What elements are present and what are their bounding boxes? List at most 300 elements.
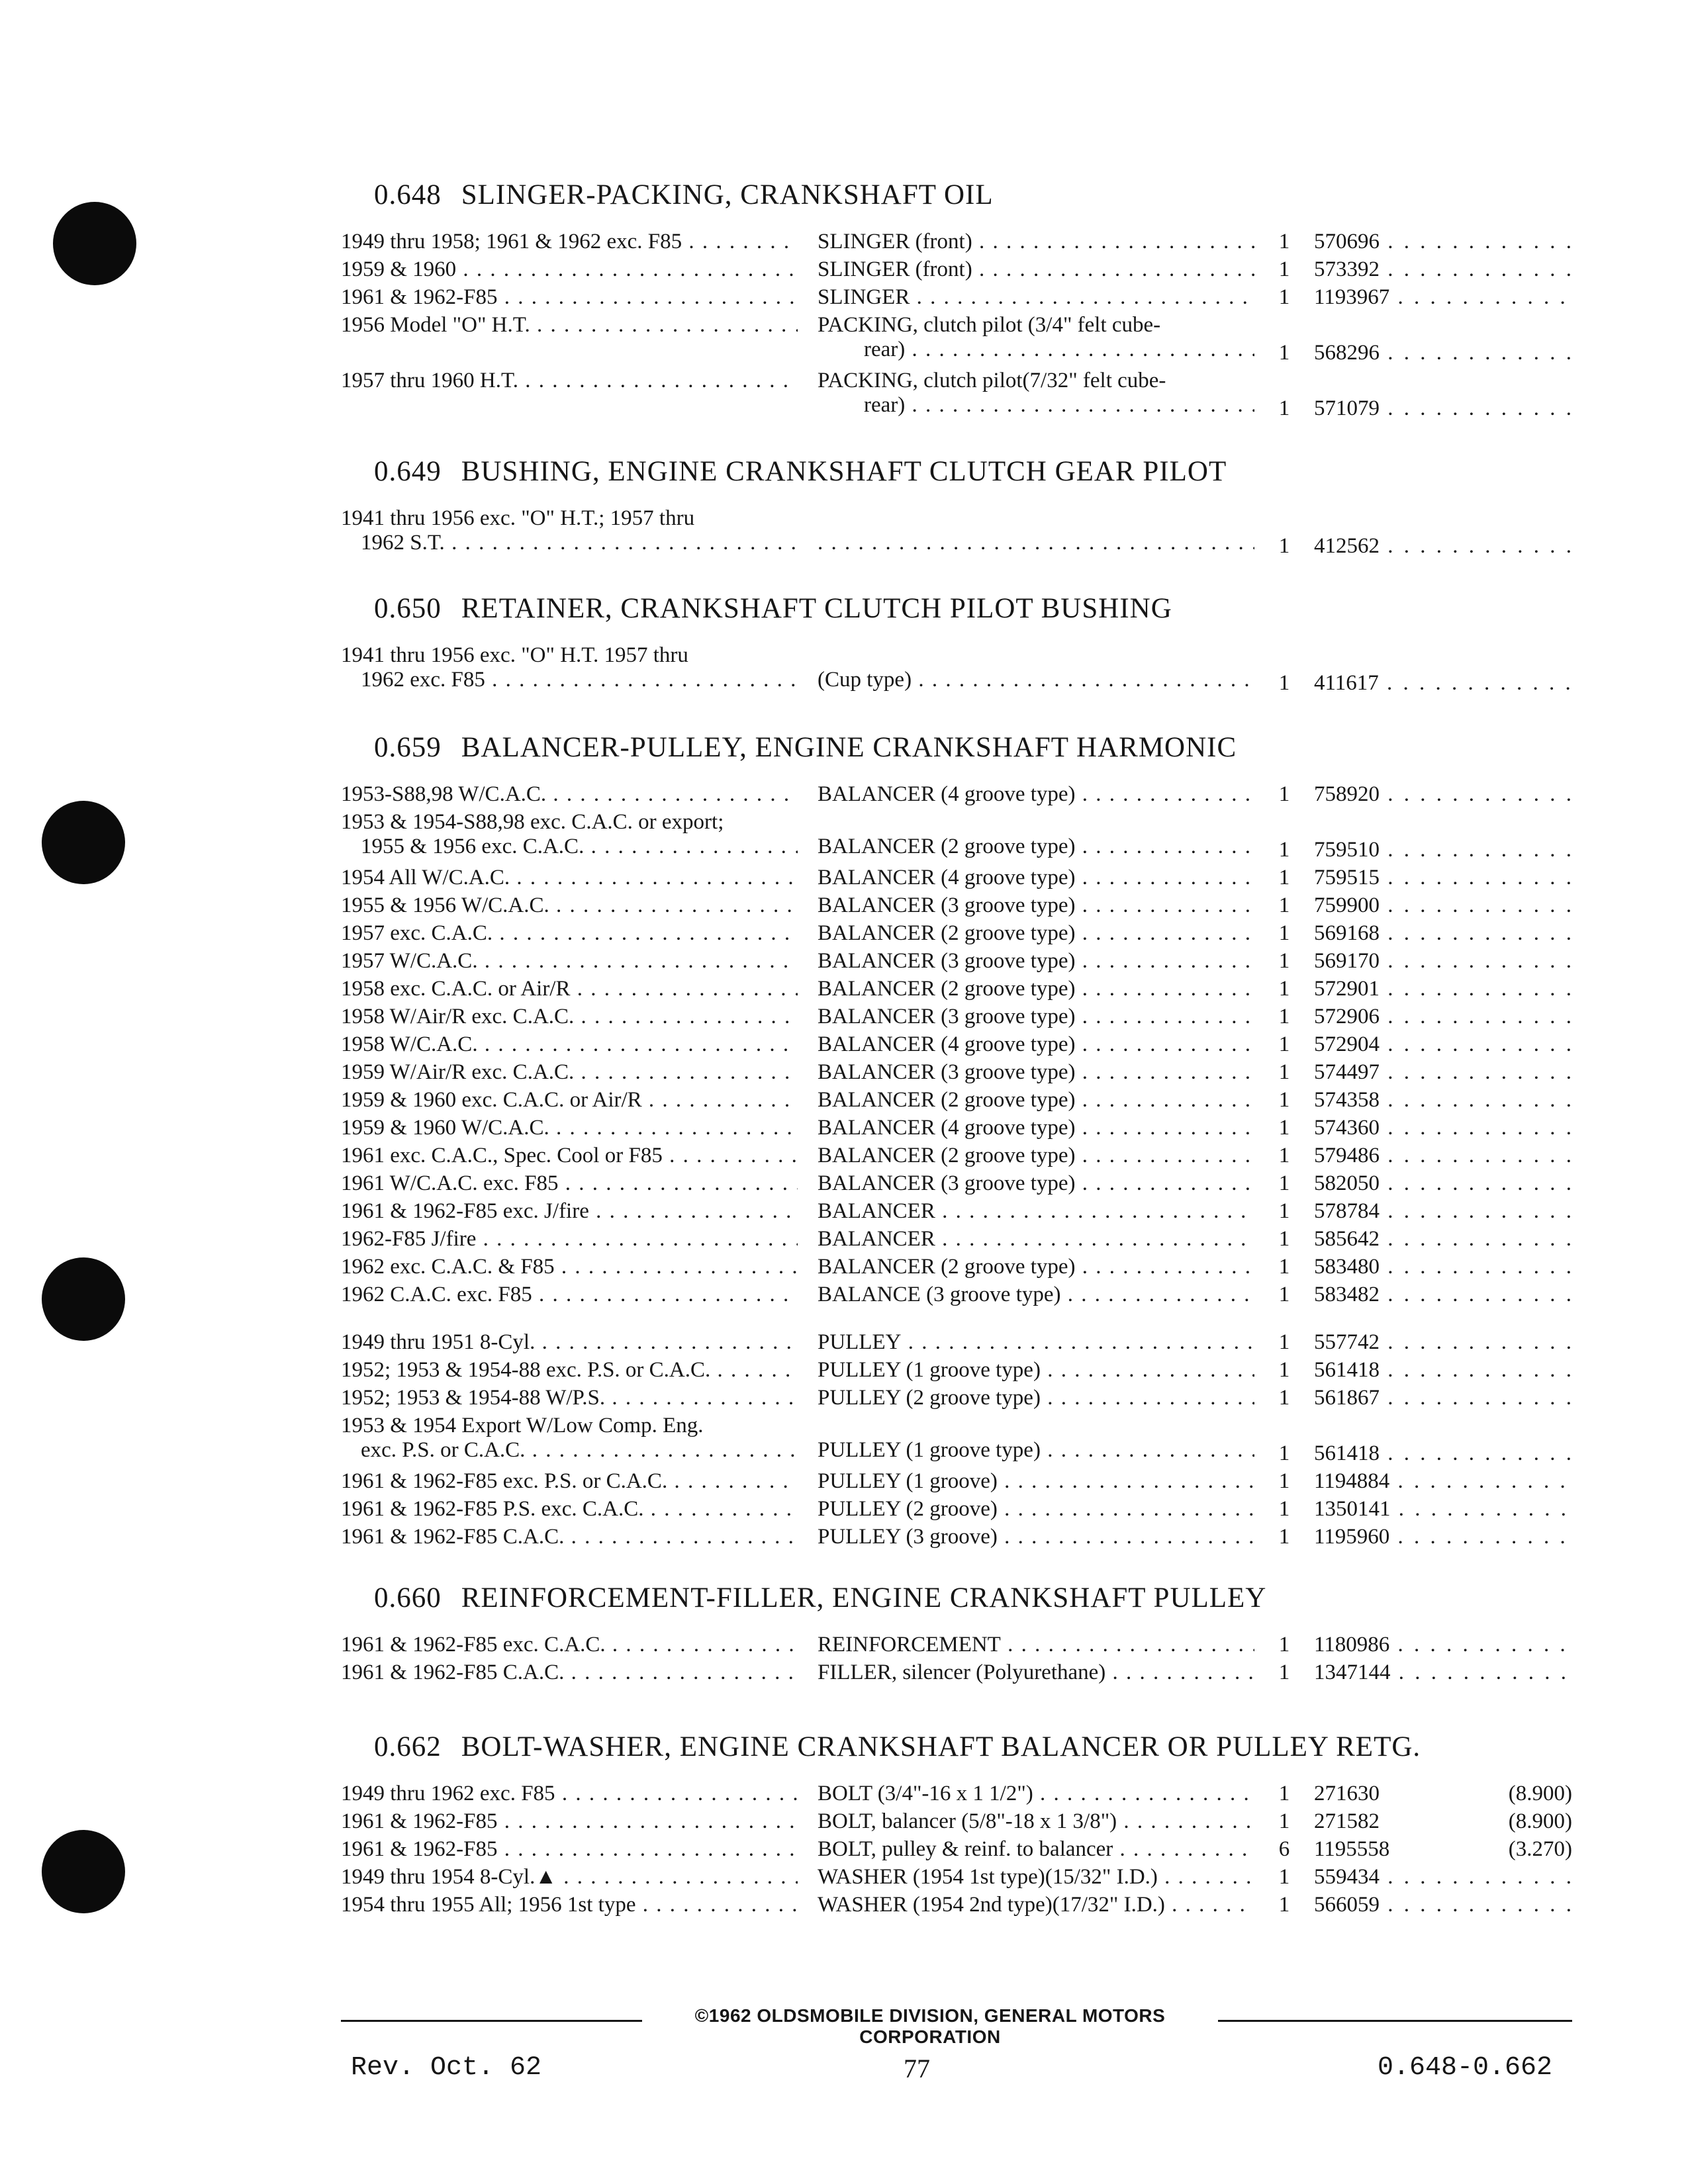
table-row bbox=[341, 1227, 1572, 1255]
part-number-cell bbox=[1314, 1330, 1572, 1355]
table-row bbox=[341, 285, 1572, 313]
part-number: 572906 . . . bbox=[1314, 1005, 1572, 1029]
section-title: REINFORCEMENT-FILLER, ENGINE CRANKSHAFT PULLEY bbox=[461, 1582, 1267, 1614]
application-text: 1959 W/Air/R exc. C.A.C. . . . bbox=[341, 1060, 798, 1085]
part-number: 583482 . . . bbox=[1314, 1283, 1572, 1307]
description-cell bbox=[818, 949, 1254, 974]
application-text: exc. P.S. or C.A.C. . . . bbox=[341, 1438, 798, 1463]
part-number-cell bbox=[1314, 1865, 1572, 1889]
part-number-cell bbox=[1314, 257, 1572, 282]
quantity-cell: 1 bbox=[1278, 1199, 1290, 1223]
quantity-cell: 1 bbox=[1278, 1227, 1290, 1251]
description-text: BALANCER (3 groove type) . . . bbox=[818, 1171, 1254, 1196]
part-number-cell bbox=[1314, 838, 1572, 862]
part-number: 582050 . . . bbox=[1314, 1171, 1572, 1196]
part-number: 557742 . . . bbox=[1314, 1330, 1572, 1355]
description-text: BOLT (3/4"-16 x 1 1/2") . . . bbox=[818, 1782, 1254, 1806]
section-heading bbox=[374, 592, 1572, 625]
reference-number: (8.900) bbox=[1508, 1782, 1572, 1805]
quantity-cell: 1 bbox=[1278, 1497, 1290, 1521]
part-number: 1347144 . . . bbox=[1314, 1661, 1572, 1685]
part-number: 561867 . . . bbox=[1314, 1386, 1572, 1410]
description-text: (Cup type) . . . bbox=[818, 668, 1254, 692]
quantity-cell: 1 bbox=[1278, 1116, 1290, 1140]
part-number-cell bbox=[1314, 949, 1572, 974]
part-number: 1195558 bbox=[1314, 1837, 1390, 1861]
application-text: 1941 thru 1956 exc. "O" H.T. 1957 thru bbox=[341, 643, 688, 667]
description-text: FILLER, silencer (Polyurethane) . . . bbox=[818, 1661, 1254, 1685]
application-text: 1961 & 1962-F85 exc. P.S. or C.A.C. . . . bbox=[341, 1469, 798, 1494]
application-cell bbox=[341, 506, 798, 555]
table-row bbox=[341, 921, 1572, 949]
section-heading bbox=[374, 455, 1572, 488]
section-number: 0.662 bbox=[374, 1731, 442, 1762]
part-number-cell bbox=[1314, 1633, 1572, 1657]
part-number-cell bbox=[1314, 671, 1572, 696]
description-cell bbox=[818, 921, 1254, 946]
parts-table bbox=[341, 1633, 1572, 1688]
application-text: 1962 exc. C.A.C. & F85 . . . bbox=[341, 1255, 798, 1279]
table-row bbox=[341, 1525, 1572, 1553]
application-text: 1958 exc. C.A.C. or Air/R . . . bbox=[341, 977, 798, 1001]
table-row bbox=[341, 810, 1572, 866]
quantity-cell: 1 bbox=[1278, 1032, 1290, 1056]
quantity-cell: 1 bbox=[1278, 257, 1290, 281]
application-cell bbox=[341, 1865, 798, 1889]
description-text: BALANCER (3 groove type) . . . bbox=[818, 893, 1254, 918]
section-number: 0.648 bbox=[374, 179, 442, 210]
application-text: 1949 thru 1951 8-Cyl. . . . bbox=[341, 1330, 798, 1355]
table-row bbox=[341, 1837, 1572, 1865]
description-cell bbox=[818, 1837, 1254, 1862]
application-cell bbox=[341, 782, 798, 807]
quantity-cell: 1 bbox=[1278, 1358, 1290, 1382]
description-text: BALANCER (2 groove type) . . . bbox=[818, 977, 1254, 1001]
application-cell bbox=[341, 1088, 798, 1113]
section-0-660 bbox=[341, 1582, 1572, 1688]
description-text: WASHER (1954 1st type)(15/32" I.D.) . . . bbox=[818, 1865, 1254, 1889]
application-text: 1961 & 1962-F85 exc. J/fire . . . bbox=[341, 1199, 798, 1224]
part-number-cell bbox=[1314, 1255, 1572, 1279]
description-cell bbox=[818, 1782, 1254, 1806]
part-number-cell bbox=[1314, 1032, 1572, 1057]
description-text: BALANCER (2 groove type) . . . bbox=[818, 1255, 1254, 1279]
table-row bbox=[341, 1144, 1572, 1171]
application-cell bbox=[341, 1661, 798, 1685]
part-number-cell bbox=[1314, 1782, 1572, 1806]
part-number-cell bbox=[1314, 1837, 1572, 1862]
part-number: 1180986 . . . bbox=[1314, 1633, 1572, 1657]
quantity-cell: 1 bbox=[1278, 1330, 1290, 1354]
description-cell bbox=[818, 1809, 1254, 1834]
table-row bbox=[341, 1330, 1572, 1358]
description-text: PULLEY (1 groove) . . . bbox=[818, 1469, 1254, 1494]
description-text: BALANCER . . . bbox=[818, 1199, 1254, 1224]
description-cell bbox=[818, 1633, 1254, 1657]
application-text: 1953 & 1954 Export W/Low Comp. Eng. bbox=[341, 1414, 704, 1437]
section-number: 0.659 bbox=[374, 732, 442, 763]
description-text: PULLEY (2 groove) . . . bbox=[818, 1497, 1254, 1522]
description-text: BALANCER (4 groove type) . . . bbox=[818, 866, 1254, 890]
application-text: 1959 & 1960 exc. C.A.C. or Air/R . . . bbox=[341, 1088, 798, 1113]
quantity-cell: 1 bbox=[1278, 1171, 1290, 1195]
punch-hole-4 bbox=[42, 1830, 125, 1913]
description-cell bbox=[818, 1005, 1254, 1029]
application-cell bbox=[341, 949, 798, 974]
application-cell bbox=[341, 1116, 798, 1140]
application-text: 1952; 1953 & 1954-88 W/P.S. . . . bbox=[341, 1386, 798, 1410]
part-number-cell bbox=[1314, 1005, 1572, 1029]
part-number: 578784 . . . bbox=[1314, 1199, 1572, 1224]
description-text: PACKING, clutch pilot(7/32" felt cube- bbox=[818, 369, 1166, 392]
part-number: 574360 . . . bbox=[1314, 1116, 1572, 1140]
quantity-cell: 1 bbox=[1278, 949, 1290, 973]
quantity-cell: 1 bbox=[1278, 1088, 1290, 1112]
application-cell bbox=[341, 1633, 798, 1657]
description-cell bbox=[818, 1060, 1254, 1085]
quantity-cell: 1 bbox=[1278, 1386, 1290, 1410]
quantity-cell: 1 bbox=[1278, 230, 1290, 253]
part-number: 561418 . . . bbox=[1314, 1358, 1572, 1383]
application-cell bbox=[341, 1414, 798, 1463]
application-cell bbox=[341, 643, 798, 692]
section-0-648 bbox=[341, 179, 1572, 424]
application-text: 1961 W/C.A.C. exc. F85 . . . bbox=[341, 1171, 798, 1196]
description-text: BALANCER (3 groove type) . . . bbox=[818, 1005, 1254, 1029]
application-cell bbox=[341, 369, 798, 393]
description-cell bbox=[818, 977, 1254, 1001]
part-number: 411617 . . . bbox=[1314, 671, 1572, 696]
part-number-cell bbox=[1314, 893, 1572, 918]
application-cell bbox=[341, 1330, 798, 1355]
part-number: 574358 . . . bbox=[1314, 1088, 1572, 1113]
description-text: BALANCER (4 groove type) . . . bbox=[818, 1032, 1254, 1057]
table-row bbox=[341, 1386, 1572, 1414]
quantity-cell: 1 bbox=[1278, 1809, 1290, 1833]
punch-hole-3 bbox=[42, 1257, 125, 1341]
description-cell bbox=[818, 1144, 1254, 1168]
table-row bbox=[341, 1782, 1572, 1809]
description-cell bbox=[818, 1227, 1254, 1251]
page-number: 77 bbox=[904, 2054, 930, 2083]
parts-table bbox=[341, 643, 1572, 699]
footer-copyright: ©1962 OLDSMOBILE DIVISION, GENERAL MOTORS CORPORATION bbox=[642, 2005, 1218, 2048]
part-number: 571079 . . . bbox=[1314, 396, 1572, 421]
description-text: BALANCER (2 groove type) . . . bbox=[818, 1144, 1254, 1168]
table-row bbox=[341, 1358, 1572, 1386]
description-text: REINFORCEMENT . . . bbox=[818, 1633, 1254, 1657]
part-number-cell bbox=[1314, 1809, 1572, 1834]
section-title: RETAINER, CRANKSHAFT CLUTCH PILOT BUSHING bbox=[461, 593, 1172, 624]
table-row bbox=[341, 257, 1572, 285]
description-cell bbox=[818, 1358, 1254, 1383]
table-row bbox=[341, 369, 1572, 424]
section-heading bbox=[374, 1731, 1572, 1763]
application-cell bbox=[341, 1525, 798, 1549]
application-cell bbox=[341, 1893, 798, 1917]
reference-number: (8.900) bbox=[1508, 1809, 1572, 1833]
application-cell bbox=[341, 230, 798, 254]
table-row bbox=[341, 230, 1572, 257]
quantity-cell: 1 bbox=[1278, 921, 1290, 945]
description-text: PULLEY (3 groove) . . . bbox=[818, 1525, 1254, 1549]
application-text: 1949 thru 1958; 1961 & 1962 exc. F85 . . . bbox=[341, 230, 798, 254]
part-number: 1194884 . . . bbox=[1314, 1469, 1572, 1494]
part-number-cell bbox=[1314, 1441, 1572, 1466]
part-number: 759900 . . . bbox=[1314, 893, 1572, 918]
part-number: 1193967 . . . bbox=[1314, 285, 1572, 310]
application-text: 1955 & 1956 exc. C.A.C. . . . bbox=[341, 835, 798, 859]
quantity-cell: 1 bbox=[1278, 1661, 1290, 1684]
quantity-cell: 1 bbox=[1278, 1633, 1290, 1657]
description-cell bbox=[818, 313, 1254, 362]
part-number: 573392 . . . bbox=[1314, 257, 1572, 282]
table-row bbox=[341, 1633, 1572, 1661]
parts-table bbox=[341, 1782, 1572, 1921]
section-heading bbox=[374, 1582, 1572, 1614]
application-cell bbox=[341, 977, 798, 1001]
description-text: BALANCER (3 groove type) . . . bbox=[818, 949, 1254, 974]
part-number-cell bbox=[1314, 1497, 1572, 1522]
table-row bbox=[341, 1414, 1572, 1469]
quantity-cell: 1 bbox=[1278, 1893, 1290, 1917]
description-cell bbox=[818, 230, 1254, 254]
application-text: 1953 & 1954-S88,98 exc. C.A.C. or export; bbox=[341, 810, 724, 834]
description-cell bbox=[818, 810, 1254, 859]
section-title: BUSHING, ENGINE CRANKSHAFT CLUTCH GEAR PILOT bbox=[461, 456, 1227, 487]
description-text: BALANCER . . . bbox=[818, 1227, 1254, 1251]
application-text: 1941 thru 1956 exc. "O" H.T.; 1957 thru bbox=[341, 506, 695, 530]
table-row bbox=[341, 977, 1572, 1005]
quantity-cell: 1 bbox=[1278, 1469, 1290, 1493]
application-cell bbox=[341, 810, 798, 859]
section-0-662 bbox=[341, 1731, 1572, 1921]
part-number-cell bbox=[1314, 1227, 1572, 1251]
application-text: 1962-F85 J/fire . . . bbox=[341, 1227, 798, 1251]
part-number: 572904 . . . bbox=[1314, 1032, 1572, 1057]
application-text: 1961 exc. C.A.C., Spec. Cool or F85 . . . bbox=[341, 1144, 798, 1168]
application-text: 1954 thru 1955 All; 1956 1st type . . . bbox=[341, 1893, 798, 1917]
table-row bbox=[341, 1865, 1572, 1893]
part-number-cell bbox=[1314, 866, 1572, 890]
quantity-cell: 1 bbox=[1278, 1005, 1290, 1028]
description-text: SLINGER (front) . . . bbox=[818, 257, 1254, 282]
application-cell bbox=[341, 1060, 798, 1085]
description-text bbox=[818, 1414, 1254, 1438]
application-text: 1959 & 1960 . . . bbox=[341, 257, 798, 282]
quantity-cell: 1 bbox=[1278, 1525, 1290, 1549]
quantity-cell: 1 bbox=[1278, 534, 1290, 558]
section-title: BALANCER-PULLEY, ENGINE CRANKSHAFT HARMONIC bbox=[461, 732, 1237, 763]
description-text: BALANCE (3 groove type) . . . bbox=[818, 1283, 1254, 1307]
part-number: 570696 . . . bbox=[1314, 230, 1572, 254]
description-cell bbox=[818, 1865, 1254, 1889]
part-number-cell bbox=[1314, 230, 1572, 254]
description-cell bbox=[818, 866, 1254, 890]
application-text: 1961 & 1962-F85 . . . bbox=[341, 1837, 798, 1862]
quantity-cell: 1 bbox=[1278, 341, 1290, 365]
parts-table bbox=[341, 506, 1572, 562]
part-number: 566059 . . . bbox=[1314, 1893, 1572, 1917]
description-cell bbox=[818, 1255, 1254, 1279]
part-number: 759515 . . . bbox=[1314, 866, 1572, 890]
section-number: 0.660 bbox=[374, 1582, 442, 1614]
application-text: 1962 C.A.C. exc. F85 . . . bbox=[341, 1283, 798, 1307]
application-text: 1952; 1953 & 1954-88 exc. P.S. or C.A.C. . . . bbox=[341, 1358, 798, 1383]
application-text: 1962 S.T. . . . bbox=[341, 531, 798, 555]
section-heading bbox=[374, 179, 1572, 211]
part-number-cell bbox=[1314, 1144, 1572, 1168]
application-text: 1961 & 1962-F85 . . . bbox=[341, 285, 798, 310]
description-text bbox=[818, 810, 1254, 835]
description-cell bbox=[818, 1893, 1254, 1917]
description-text: BOLT, pulley & reinf. to balancer . . . bbox=[818, 1837, 1254, 1862]
description-text: BALANCER (2 groove type) . . . bbox=[818, 1088, 1254, 1113]
part-number-cell bbox=[1314, 977, 1572, 1001]
part-number-cell bbox=[1314, 921, 1572, 946]
parts-table bbox=[341, 230, 1572, 424]
description-text: rear) . . . bbox=[818, 393, 1254, 418]
description-text: BALANCER (4 groove type) . . . bbox=[818, 1116, 1254, 1140]
description-text: PULLEY (2 groove type) . . . bbox=[818, 1386, 1254, 1410]
part-number-cell bbox=[1314, 1088, 1572, 1113]
application-cell bbox=[341, 1469, 798, 1494]
description-cell bbox=[818, 643, 1254, 692]
section-0-649 bbox=[341, 455, 1572, 562]
part-number: 568296 . . . bbox=[1314, 341, 1572, 365]
table-row bbox=[341, 1199, 1572, 1227]
part-number-cell bbox=[1314, 534, 1572, 559]
table-row bbox=[341, 1255, 1572, 1283]
application-text: 1961 & 1962-F85 P.S. exc. C.A.C. . . . bbox=[341, 1497, 798, 1522]
description-cell bbox=[818, 1497, 1254, 1522]
part-number: 559434 . . . bbox=[1314, 1865, 1572, 1889]
application-text: 1961 & 1962-F85 C.A.C. . . . bbox=[341, 1661, 798, 1685]
part-number: 1195960 . . . bbox=[1314, 1525, 1572, 1549]
description-cell bbox=[818, 893, 1254, 918]
reference-number: (3.270) bbox=[1508, 1837, 1572, 1861]
application-cell bbox=[341, 1837, 798, 1862]
table-row bbox=[341, 1661, 1572, 1688]
part-number: 759510 . . . bbox=[1314, 838, 1572, 862]
table-row bbox=[341, 1088, 1572, 1116]
table-row bbox=[341, 1283, 1572, 1310]
part-number: 579486 . . . bbox=[1314, 1144, 1572, 1168]
description-text: PACKING, clutch pilot (3/4" felt cube- bbox=[818, 313, 1161, 337]
part-number: 585642 . . . bbox=[1314, 1227, 1572, 1251]
part-number: 569170 . . . bbox=[1314, 949, 1572, 974]
section-0-650 bbox=[341, 592, 1572, 699]
description-cell bbox=[818, 257, 1254, 282]
application-cell bbox=[341, 1358, 798, 1383]
footer-revision: Rev. Oct. 62 bbox=[351, 2053, 542, 2083]
application-text: 1957 thru 1960 H.T. . . . bbox=[341, 369, 798, 393]
description-cell bbox=[818, 1661, 1254, 1685]
table-row bbox=[341, 313, 1572, 369]
application-text: 1949 thru 1954 8-Cyl.▲ . . . bbox=[341, 1865, 798, 1889]
quantity-cell: 1 bbox=[1278, 1782, 1290, 1805]
quantity-cell: 1 bbox=[1278, 1441, 1290, 1465]
application-cell bbox=[341, 1144, 798, 1168]
description-text bbox=[818, 531, 1254, 555]
part-number-cell bbox=[1314, 1661, 1572, 1685]
application-text: 1953-S88,98 W/C.A.C. . . . bbox=[341, 782, 798, 807]
part-number-cell bbox=[1314, 1386, 1572, 1410]
application-text: 1954 All W/C.A.C. . . . bbox=[341, 866, 798, 890]
description-text bbox=[818, 506, 1254, 531]
description-cell bbox=[818, 1171, 1254, 1196]
part-number: 583480 . . . bbox=[1314, 1255, 1572, 1279]
application-text: 1949 thru 1962 exc. F85 . . . bbox=[341, 1782, 798, 1806]
description-text: BALANCER (3 groove type) . . . bbox=[818, 1060, 1254, 1085]
table-row bbox=[341, 1116, 1572, 1144]
application-cell bbox=[341, 1171, 798, 1196]
description-text: BOLT, balancer (5/8"-18 x 1 3/8") . . . bbox=[818, 1809, 1254, 1834]
section-heading bbox=[374, 731, 1572, 764]
description-text: rear) . . . bbox=[818, 338, 1254, 362]
table-row bbox=[341, 866, 1572, 893]
table-row bbox=[341, 1171, 1572, 1199]
description-cell bbox=[818, 1283, 1254, 1307]
table-row bbox=[341, 1060, 1572, 1088]
quantity-cell: 1 bbox=[1278, 838, 1290, 862]
part-number: 572901 . . . bbox=[1314, 977, 1572, 1001]
quantity-cell: 1 bbox=[1278, 396, 1290, 420]
description-cell bbox=[818, 1088, 1254, 1113]
application-cell bbox=[341, 1809, 798, 1834]
application-text: 1957 exc. C.A.C. . . . bbox=[341, 921, 798, 946]
description-text: SLINGER (front) . . . bbox=[818, 230, 1254, 254]
description-text: WASHER (1954 2nd type)(17/32" I.D.) . . . bbox=[818, 1893, 1254, 1917]
section-title: BOLT-WASHER, ENGINE CRANKSHAFT BALANCER OR PULLEY RETG. bbox=[461, 1731, 1421, 1762]
table-row bbox=[341, 893, 1572, 921]
application-text: 1957 W/C.A.C. . . . bbox=[341, 949, 798, 974]
part-number: 561418 . . . bbox=[1314, 1441, 1572, 1466]
section-0-659 bbox=[341, 731, 1572, 1553]
application-cell bbox=[341, 285, 798, 310]
part-number-cell bbox=[1314, 1060, 1572, 1085]
description-text: PULLEY (1 groove type) . . . bbox=[818, 1438, 1254, 1463]
application-cell bbox=[341, 313, 798, 338]
description-cell bbox=[818, 1330, 1254, 1355]
table-row bbox=[341, 1893, 1572, 1921]
application-text: 1961 & 1962-F85 C.A.C. . . . bbox=[341, 1525, 798, 1549]
part-number: 271582 bbox=[1314, 1809, 1380, 1833]
application-cell bbox=[341, 893, 798, 918]
description-cell bbox=[818, 1032, 1254, 1057]
description-text: SLINGER . . . bbox=[818, 285, 1254, 310]
description-text: BALANCER (4 groove type) . . . bbox=[818, 782, 1254, 807]
description-cell bbox=[818, 369, 1254, 418]
application-cell bbox=[341, 1227, 798, 1251]
table-row bbox=[341, 1032, 1572, 1060]
part-number-cell bbox=[1314, 1283, 1572, 1307]
application-cell bbox=[341, 1283, 798, 1307]
part-number: 271630 bbox=[1314, 1782, 1380, 1805]
table-row bbox=[341, 782, 1572, 810]
part-number-cell bbox=[1314, 1525, 1572, 1549]
application-text: 1961 & 1962-F85 exc. C.A.C. . . . bbox=[341, 1633, 798, 1657]
application-cell bbox=[341, 1255, 798, 1279]
section-number: 0.650 bbox=[374, 593, 442, 624]
application-text: 1958 W/C.A.C. . . . bbox=[341, 1032, 798, 1057]
punch-hole-2 bbox=[42, 801, 125, 884]
application-cell bbox=[341, 1032, 798, 1057]
table-row bbox=[341, 949, 1572, 977]
quantity-cell: 1 bbox=[1278, 1144, 1290, 1167]
description-text: BALANCER (2 groove type) . . . bbox=[818, 835, 1254, 859]
application-cell bbox=[341, 1005, 798, 1029]
